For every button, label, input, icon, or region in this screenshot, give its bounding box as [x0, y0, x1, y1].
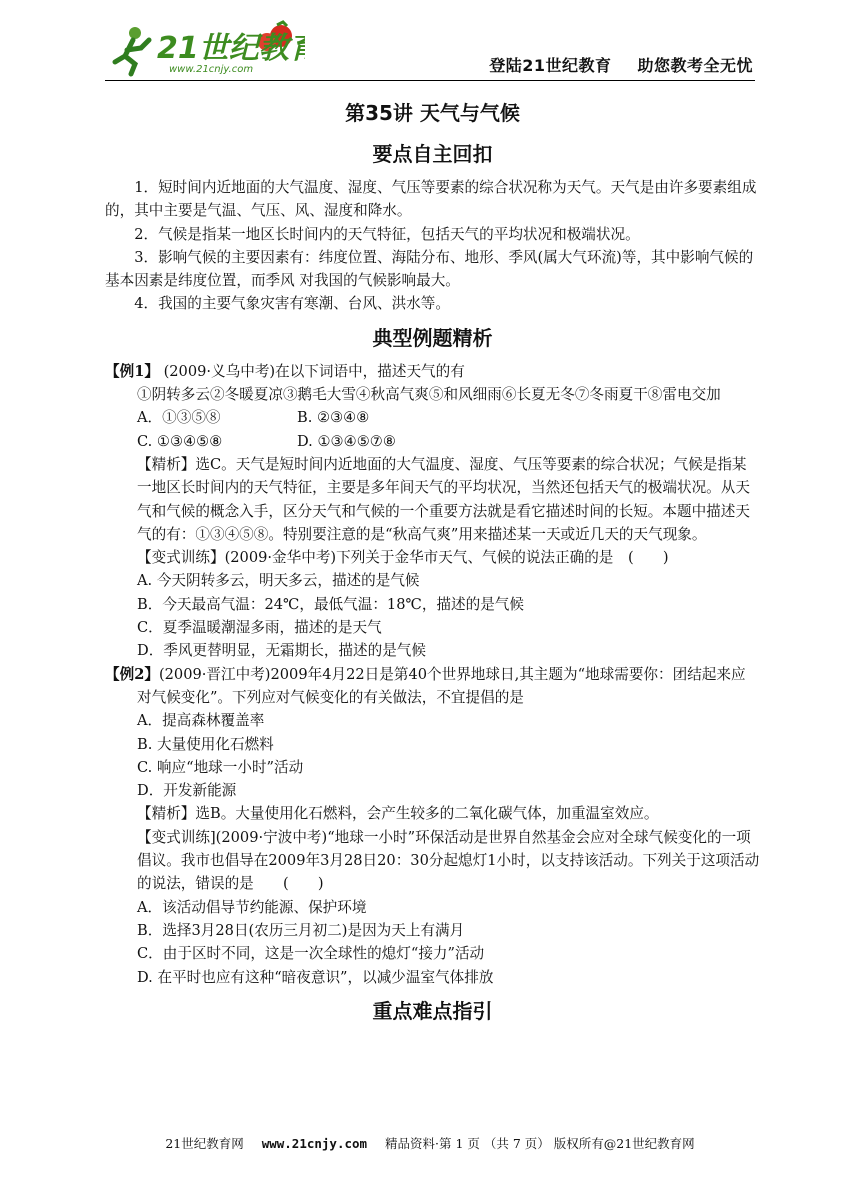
logo-graphic [105, 18, 305, 78]
variant-1-option: D．季风更替明显，无霜期长，描述的是气候 [137, 642, 426, 660]
variant-1-option: A. 今天阴转多云，明天多云，描述的是气候 [137, 572, 420, 590]
variant-1-option: C．夏季温暖潮湿多雨，描述的是天气 [137, 619, 382, 637]
footer-url-link[interactable]: www.21cnjy.com [261, 1136, 368, 1151]
svg-text:www.21cnjy.com: www.21cnjy.com [169, 64, 254, 75]
example-1-items: ①阴转多云②冬暖夏凉③鹅毛大雪④秋高气爽⑤和风细雨⑥长夏无冬⑦冬雨夏干⑧雷电交加 [137, 386, 721, 404]
variant-2-option: D. 在平时也应有这种“暗夜意识”，以减少温室气体排放 [137, 968, 494, 986]
example-2-stem: 【例2】(2009·晋江中考)2009年4月22日是第40个世界地球日,其主题为“地球需要你：团结起来应对气候变化”。下列应对气候变化的有关做法，不宜提倡的是 [105, 665, 746, 706]
example-1-options-ab [105, 406, 760, 429]
svg-text:21世纪教育: 21世纪教育 [157, 31, 305, 66]
option-d: D. ①③④⑤⑦⑧ [297, 432, 396, 450]
example-1-stem: 【例1】 (2009·义乌中考)在以下词语中，描述天气的有 [105, 362, 465, 380]
key-point-3: 3．影响气候的主要因素有：纬度位置、海陆分布、地形、季风(属大气环流)等，其中影响气候的基本因素是纬度位置，而季风 对我国的气候影响最大。 [105, 248, 754, 290]
section-heading-examples: 典型例题精析 [372, 325, 493, 350]
example-2-option: A．提高森林覆盖率 [137, 712, 265, 730]
section-heading-key-points: 要点自主回扣 [372, 142, 493, 166]
example-2-label: 【例2】 [105, 665, 159, 683]
example-1-options-cd [105, 430, 760, 453]
option-b: B. ②③④⑧ [297, 409, 370, 427]
option-a: A．①③⑤⑧ [137, 409, 221, 427]
variant-2-stem: 【变式训练](2009·宁波中考)“地球一小时”环保活动是世界自然基金会应对全球气候变化的一项倡议。我市也倡导在2009年3月28日20：30分起熄灯1小时，以支持该活动。下列关于这项活动的说法，错误的是 ( ) [137, 828, 760, 893]
page-header [105, 18, 755, 81]
section-heading-difficulties: 重点难点指引 [372, 998, 493, 1023]
header-slogan [463, 53, 753, 76]
key-point-2: 2．气候是指某一地区长时间内的天气特征，包括天气的平均状况和极端状况。 [134, 225, 640, 243]
example-2-option: D．开发新能源 [137, 782, 237, 800]
variant-1-stem: 【变式训练】(2009·金华中考)下列关于金华市天气、气候的说法正确的是 ( ) [137, 549, 669, 567]
variant-2-option: C．由于区时不同，这是一次全球性的熄灯“接力”活动 [137, 945, 485, 963]
lecture-title: 第35讲 天气与气候 [345, 101, 520, 125]
page-footer [0, 1134, 860, 1152]
example-2-analysis: 【精析】选B。大量使用化石燃料，会产生较多的二氧化碳气体，加重温室效应。 [137, 805, 659, 823]
key-point-1: 1．短时间内近地面的大气温度、湿度、气压等要素的综合状况称为天气。天气是由许多要素组成的，其中主要是气温、气压、风、湿度和降水。 [105, 179, 757, 220]
slogan-left: 登陆21世纪教育 [489, 56, 612, 75]
slogan-right: 助您教考全无忧 [637, 56, 753, 75]
key-point-4: 4．我国的主要气象灾害有寒潮、台风、洪水等。 [134, 295, 450, 313]
example-2-option: C. 响应“地球一小时”活动 [137, 758, 304, 776]
variant-2-option: A．该活动倡导节约能源、保护环境 [137, 898, 367, 916]
example-1-label: 【例1】 [105, 362, 159, 380]
footer-page-info: 精品资料·第 1 页 （共 7 页） 版权所有@21世纪教育网 [385, 1136, 695, 1151]
footer-site-name: 21世纪教育网 [165, 1136, 244, 1151]
option-c: C. ①③④⑤⑧ [137, 432, 223, 450]
example-1-analysis: 【精析】选C。天气是短时间内近地面的大气温度、湿度、气压等要素的综合状况；气候是指某一地区长时间内的天气特征，主要是多年间天气的平均状况，当然还包括天气的极端状况。从天气和气候的概念入手，区分天气和气候的一个重要方法就是看它描述时间的长短。本题中描述天气的有：①③④⑤⑧。特别要注意的是“秋高气爽”用来描述某一天或近几天的天气现象。 [137, 455, 750, 543]
example-2-option: B. 大量使用化石燃料 [137, 735, 274, 753]
variant-1-option: B．今天最高气温：24℃，最低气温：18℃，描述的是气候 [137, 595, 524, 613]
variant-2-option: B．选择3月28日(农历三月初二)是因为天上有满月 [137, 921, 465, 939]
document-body [105, 92, 760, 1033]
site-logo[interactable] [105, 18, 305, 78]
